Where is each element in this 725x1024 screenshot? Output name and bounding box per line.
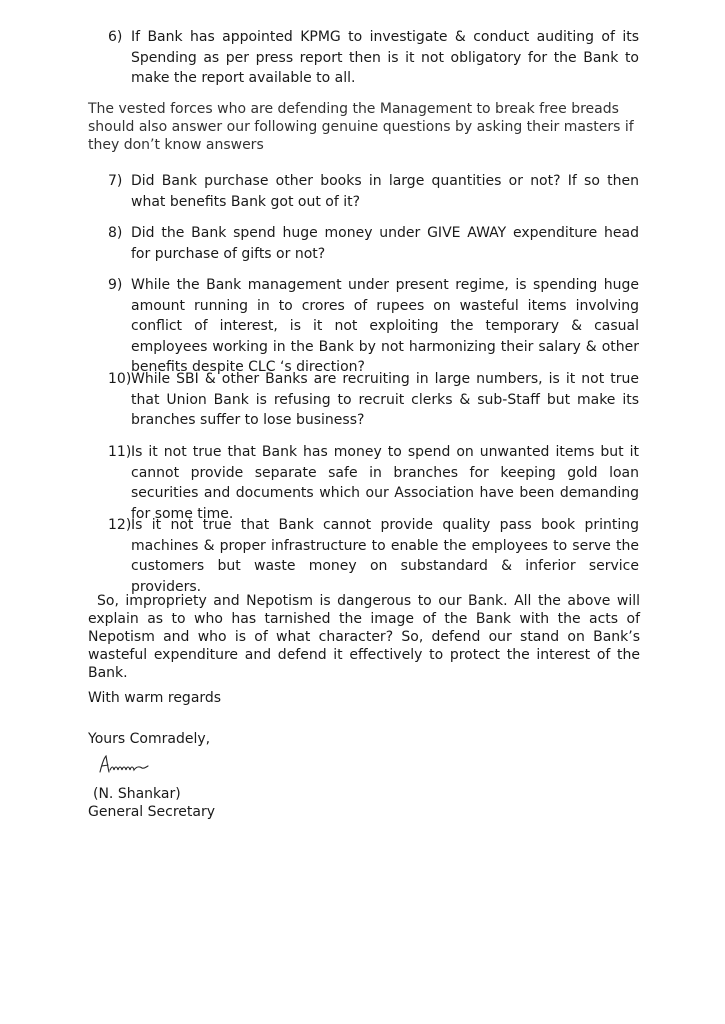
regards: With warm regards [88,690,222,706]
list-item: While the Bank management under present regime, is spending huge amount running in to crores of rupees on wasteful items involving conflict of interest, is it not exploiting the temporary & casual employees working in the Bank by not harmonizing their salary & other benefits despite CLC ‘s direction? [131,277,639,375]
closing-paragraph: So, impropriety and Nepotism is dangerous to our Bank. All the above will explain as to who has tarnished the image of the Bank with the acts of Nepotism and who is of what character? So, defend our stand on Bank’s wasteful expenditure and defend it effectively to protect the interest of the Bank. [88,593,640,681]
sign-off: Yours Comradely, [88,731,211,747]
list-item: Did Bank purchase other books in large quantities or not? If so then what benefits Bank got out of it? [131,173,639,210]
list-item: While SBI & other Banks are recruiting in large numbers, is it not true that Union Bank is refusing to recruit clerks & sub-Staff but make its branches suffer to lose business? [131,371,639,428]
item-number: 7) [108,173,123,189]
intro-paragraph: The vested forces who are defending the Management to break free breads should also answer our following genuine questions by asking their masters if they don’t know answers [88,101,634,153]
item-number: 11) [108,444,132,460]
item-number: 10) [108,371,132,387]
list-item: Is it not true that Bank cannot provide quality pass book printing machines & proper infrastructure to enable the employees to serve the customers but waste money on substandard & inferior service providers. [131,517,639,595]
signatory-title: General Secretary [88,804,215,820]
list-item: Is it not true that Bank has money to spend on unwanted items but it cannot provide separate safe in branches for keeping gold loan securities and documents which our Association have been demanding for some time. [131,444,639,522]
item-number: 8) [108,225,123,241]
item-number: 6) [108,29,123,45]
item-number: 12) [108,517,132,533]
list-item: Did the Bank spend huge money under GIVE AWAY expenditure head for purchase of gifts or not? [131,225,639,262]
signatory-name: (N. Shankar) [93,786,181,802]
item-number: 9) [108,277,123,293]
list-item: If Bank has appointed KPMG to investigate & conduct auditing of its Spending as per press report then is it not obligatory for the Bank to make the report available to all. [131,29,639,86]
signature-image [96,752,156,778]
